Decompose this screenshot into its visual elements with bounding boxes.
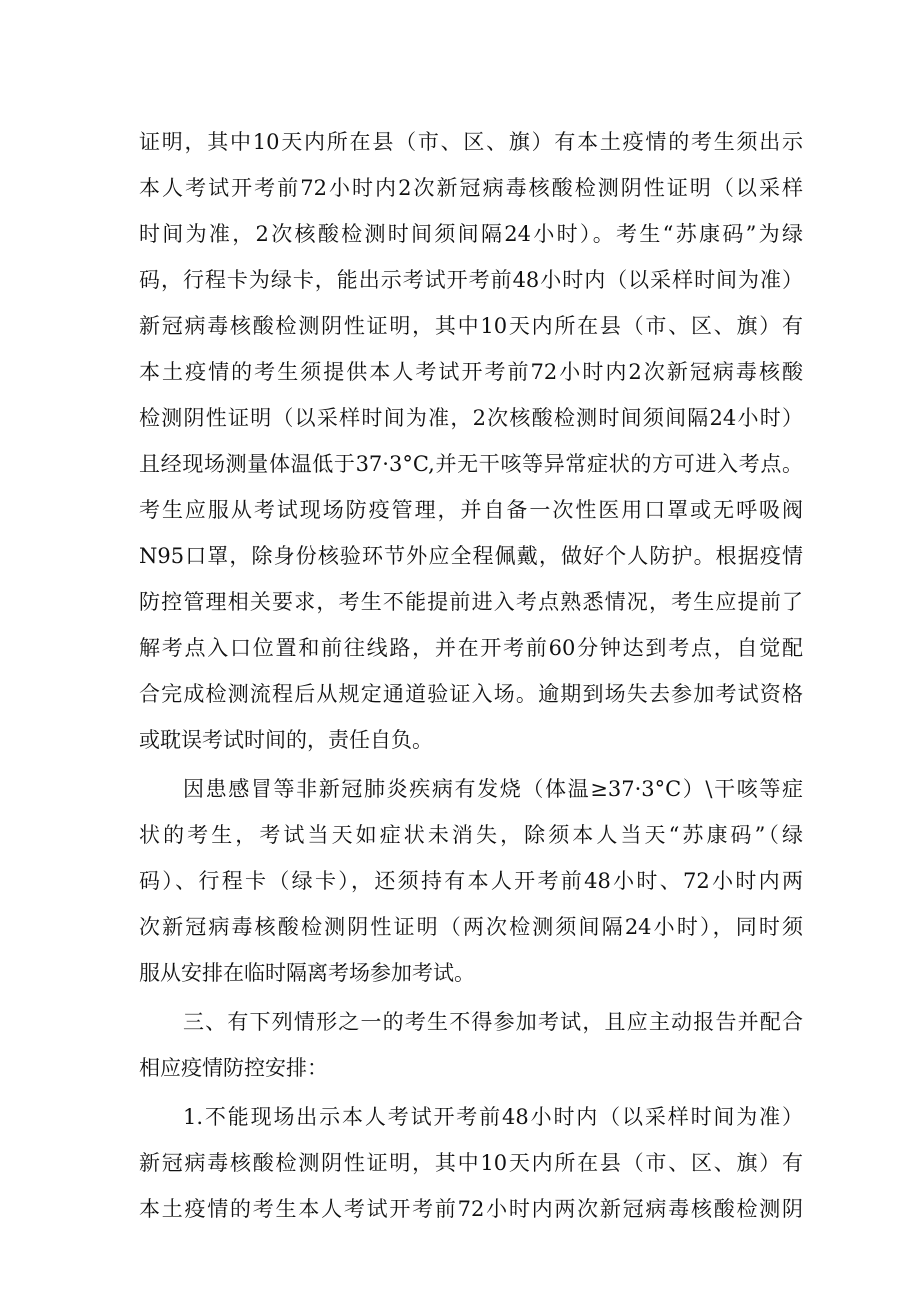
paragraph-fever-symptoms	[139, 766, 803, 996]
text-line: 合完成检测流程后从规定通道验证入场。逾期到场失去参加考试资格	[139, 682, 803, 706]
paragraph-continuation	[139, 119, 803, 763]
text-line: 或耽误考试时间的，责任自负。	[139, 728, 433, 752]
section-heading-three	[139, 999, 803, 1091]
text-line: 本土疫情的考生本人考试开考前72小时内两次新冠病毒核酸检测阴	[139, 1197, 803, 1221]
text-line: 服从安排在临时隔离考场参加考试。	[139, 961, 475, 985]
text-line: 时间为准，2次核酸检测时间须间隔24小时）。考生“苏康码”为绿	[139, 222, 803, 246]
text-line: 本土疫情的考生须提供本人考试开考前72小时内2次新冠病毒核酸	[139, 360, 803, 384]
text-line: 防控管理相关要求，考生不能提前进入考点熟悉情况，考生应提前了	[139, 590, 803, 614]
document-body	[139, 119, 803, 1232]
text-line: 证明，其中10天内所在县（市、区、旗）有本土疫情的考生须出示	[139, 130, 803, 154]
list-item-one	[139, 1094, 803, 1232]
text-line: 考生应服从考试现场防疫管理，并自备一次性医用口罩或无呼吸阀	[139, 498, 803, 522]
text-line: 本人考试开考前72小时内2次新冠病毒核酸检测阴性证明（以采样	[139, 176, 803, 200]
text-line: 新冠病毒核酸检测阴性证明，其中10天内所在县（市、区、旗）有	[139, 1151, 803, 1175]
text-line: 三、有下列情形之一的考生不得参加考试，且应主动报告并配合	[183, 1010, 803, 1034]
text-line: 且经现场测量体温低于37·3°C,并无干咳等异常症状的方可进入考点。	[139, 452, 803, 476]
text-line: 相应疫情防控安排：	[139, 1056, 328, 1080]
text-line: 新冠病毒核酸检测阴性证明，其中10天内所在县（市、区、旗）有	[139, 314, 803, 338]
text-line: 状的考生，考试当天如症状未消失，除须本人当天“苏康码”（绿	[139, 823, 803, 847]
text-line: 码，行程卡为绿卡，能出示考试开考前48小时内（以采样时间为准）	[139, 268, 803, 292]
text-line: 次新冠病毒核酸检测阴性证明（两次检测须间隔24小时），同时须	[139, 915, 803, 939]
text-line: N95口罩，除身份核验环节外应全程佩戴，做好个人防护。根据疫情	[139, 544, 803, 568]
text-line: 因患感冒等非新冠肺炎疾病有发烧（体温≥37·3°C）\干咳等症	[183, 777, 803, 801]
text-line: 码）、行程卡（绿卡），还须持有本人开考前48小时、72小时内两	[139, 869, 803, 893]
text-line: 解考点入口位置和前往线路，并在开考前60分钟达到考点，自觉配	[139, 636, 803, 660]
text-line: 1.不能现场出示本人考试开考前48小时内（以采样时间为准）	[183, 1105, 803, 1129]
text-line: 检测阴性证明（以采样时间为准，2次核酸检测时间须间隔24小时）	[139, 406, 803, 430]
